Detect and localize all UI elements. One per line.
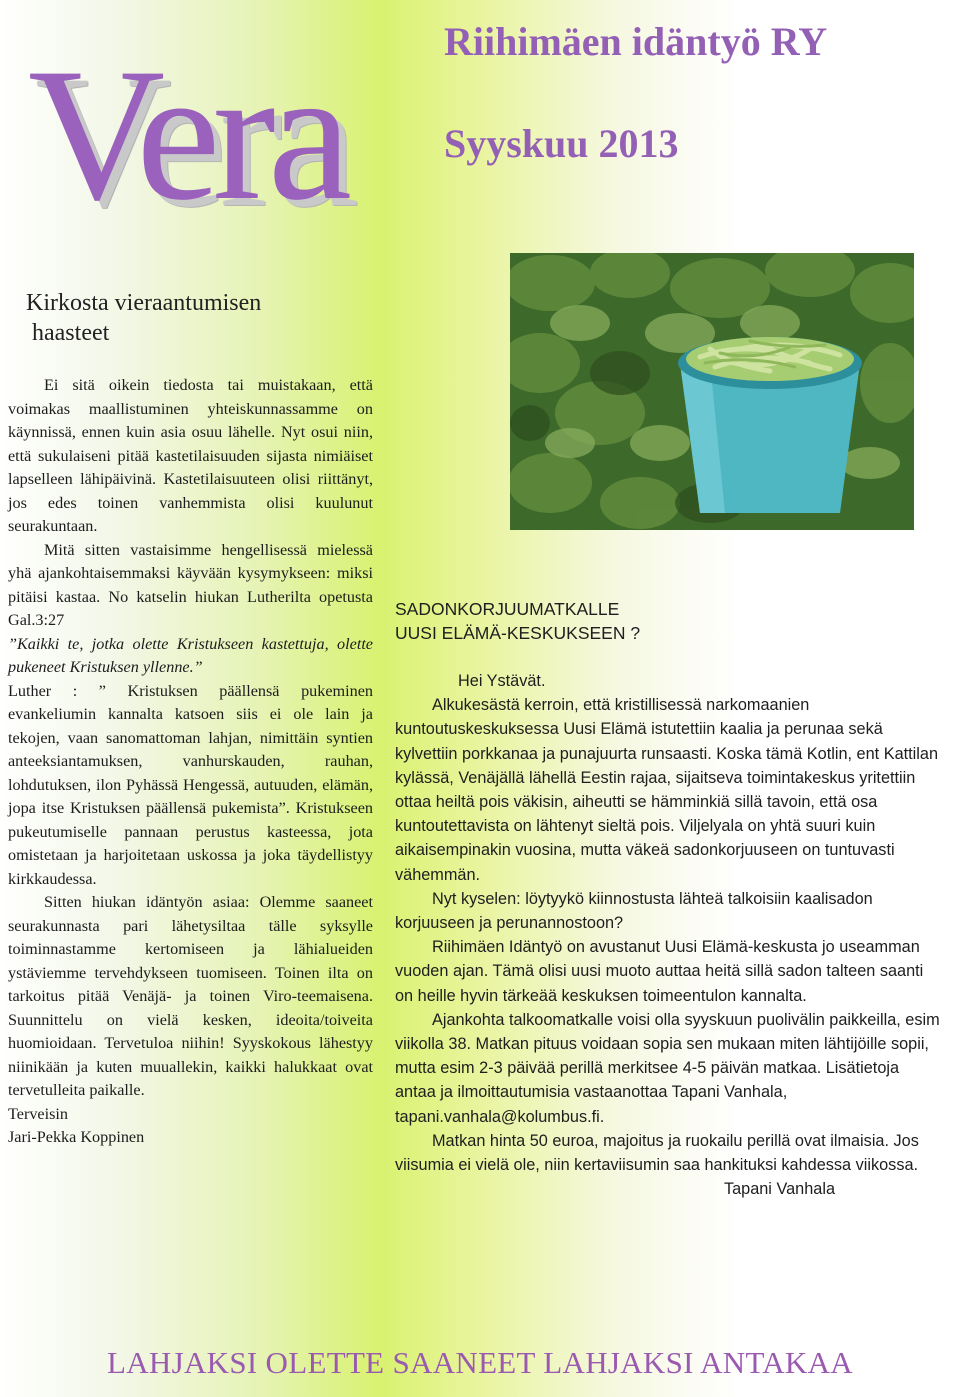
bible-quote: ”Kaikki te, jotka olette Kristukseen kastettuja, olette pukeneet Kristuksen yllenne.” xyxy=(8,634,373,676)
bean-harvest-photo xyxy=(510,253,914,530)
organization-name: Riihimäen idäntyö RY xyxy=(444,19,828,64)
left-paragraph: Ei sitä oikein tiedosta tai muistakaan, että voimakas maallistuminen yhteiskunnassamme on käynnissä, ennen kuin asia osuu lähelle. Nyt osui niin, että sukulaiseni pitää kastetilaisuuden sijasta nimiäiset lapselleen lähipäivinä. Kastetilaisuuteen olisi riittänyt, jos edes toinen vanhemmista olisi kuulunut seurakuntaan. xyxy=(8,376,373,535)
footer-motto: LAHJAKSI OLETTE SAANEET LAHJAKSI ANTAKAA xyxy=(106,1345,853,1380)
right-signature: Tapani Vanhala xyxy=(723,1180,835,1199)
left-closing: Terveisin xyxy=(8,1104,68,1123)
masthead-logo: Vera xyxy=(28,30,345,240)
right-paragraph: Riihimäen Idäntyö on avustanut Uusi Elämä-keskusta jo useamman vuoden ajan. Tämä olisi uusi muoto auttaa heitä sillä sadon talteen saanti on heille hyvin tärkeää keskuksen toimeentulon kannalta. xyxy=(395,938,924,1005)
right-paragraph: Nyt kyselen: löytyykö kiinnostusta lähteä talkoisiin kaalisadon korjuuseen ja perunannostoon? xyxy=(395,889,873,933)
right-article-title xyxy=(395,597,725,645)
left-article-body xyxy=(8,374,373,1150)
right-paragraph: Alkukesästä kerroin, että kristillisessä narkomaanien kuntoutuskeskuksessa Uusi Elämä istutettiin kaalia ja perunaa sekä kylvettiin porkkanaa ja punajuurta runsaasti. Koska tämä Kotlin, ent Kattilan kylässä, Venäjällä lähellä Eestin rajaa, sijaitseva toimintakeskus yritettiin ottaa heiltä pois väkisin, aiheutti se hämminkiä sillä tavoin, että osa kuntoutettavista on lähtenyt sieltä pois. Viljelyala on yhtä suuri kuin aikaisempinakin vuosina, mutta väkeä sadonkorjuuseen on tuntuvasti vähemmän. xyxy=(395,696,939,884)
right-title-line: SADONKORJUUMATKALLE xyxy=(395,599,620,619)
bean-harvest-photo-icon xyxy=(510,253,914,530)
issue-date: Syyskuu 2013 xyxy=(444,121,679,166)
left-article-title xyxy=(26,288,346,348)
left-author: Jari-Pekka Koppinen xyxy=(8,1128,145,1146)
left-title-line: haasteet xyxy=(26,320,110,346)
right-paragraph: Matkan hinta 50 euroa, majoitus ja ruokailu perillä ovat ilmaisia. Jos viisumia ei vielä ole, niin kertaviisumin saa hankituksi kahdessa viikossa. xyxy=(395,1131,919,1175)
left-title-line: Kirkosta vieraantumisen xyxy=(26,290,262,316)
right-greeting: Hei Ystävät. xyxy=(458,672,546,690)
right-title-line: UUSI ELÄMÄ-KESKUKSEEN ? xyxy=(395,623,641,643)
left-paragraph: Sitten hiukan idäntyön asiaa: Olemme saaneet seurakunnasta pari lähetysiltaa tälle syksylle toiminnastamme kertomiseen ja lähialueiden ystäviemme tervehdykseen tuomiseen. Toinen ilta on tarkoitus pitää Venäjä- ja toinen Viro-teemaisena. Suunnittelu on vielä kesken, ideoita/toiveita huomioidaan. Tervetuloa niihin! Syyskokous lähestyy niinikään ja kuten muuallekin, kaikki halukkaat ovat tervetulleita paikalle. xyxy=(8,893,373,1099)
left-paragraph: Mitä sitten vastaisimme hengellisessä mielessä yhä ajankohtaisemmaksi käyvään kysymykseen: miksi pitäisi kastaa. No katselin hiukan Lutherilta opetusta Gal.3:27 xyxy=(8,540,373,629)
right-article-body xyxy=(395,669,940,1201)
left-paragraph: Luther : ” Kristuksen päällensä pukeminen evankeliumin kannalta katsoen siis ei ole lain ja tekojen, vaan sanomattoman lahjan, nimittäin syntien anteeksiantamuksen, vanhurskauden, rauhan, lohdutuksen, ilon Pyhässä Hengessä, autuuden, elämän, jopa itse Kristuksen päällensä pukemista”. Kristukseen pukeutumiselle pannaan perustus kasteessa, jota omistetaan ja harjoitetaan uskossa ja joka täydellistyy kirkkaudessa. xyxy=(8,681,373,888)
right-paragraph: Ajankohta talkoomatkalle voisi olla syyskuun puolivälin paikkeilla, esim viikolla 38. Matkan pituus voidaan sopia sen mukaan miten lähtijöille sopii, mutta esim 2-3 päivää perillä merkitsee 4-5 päivän matkaa. Lisätietoja antaa ja ilmoittautumisia vastaanottaa Tapani Vanhala, tapani.vanhala@kolumbus.fi. xyxy=(395,1010,940,1126)
